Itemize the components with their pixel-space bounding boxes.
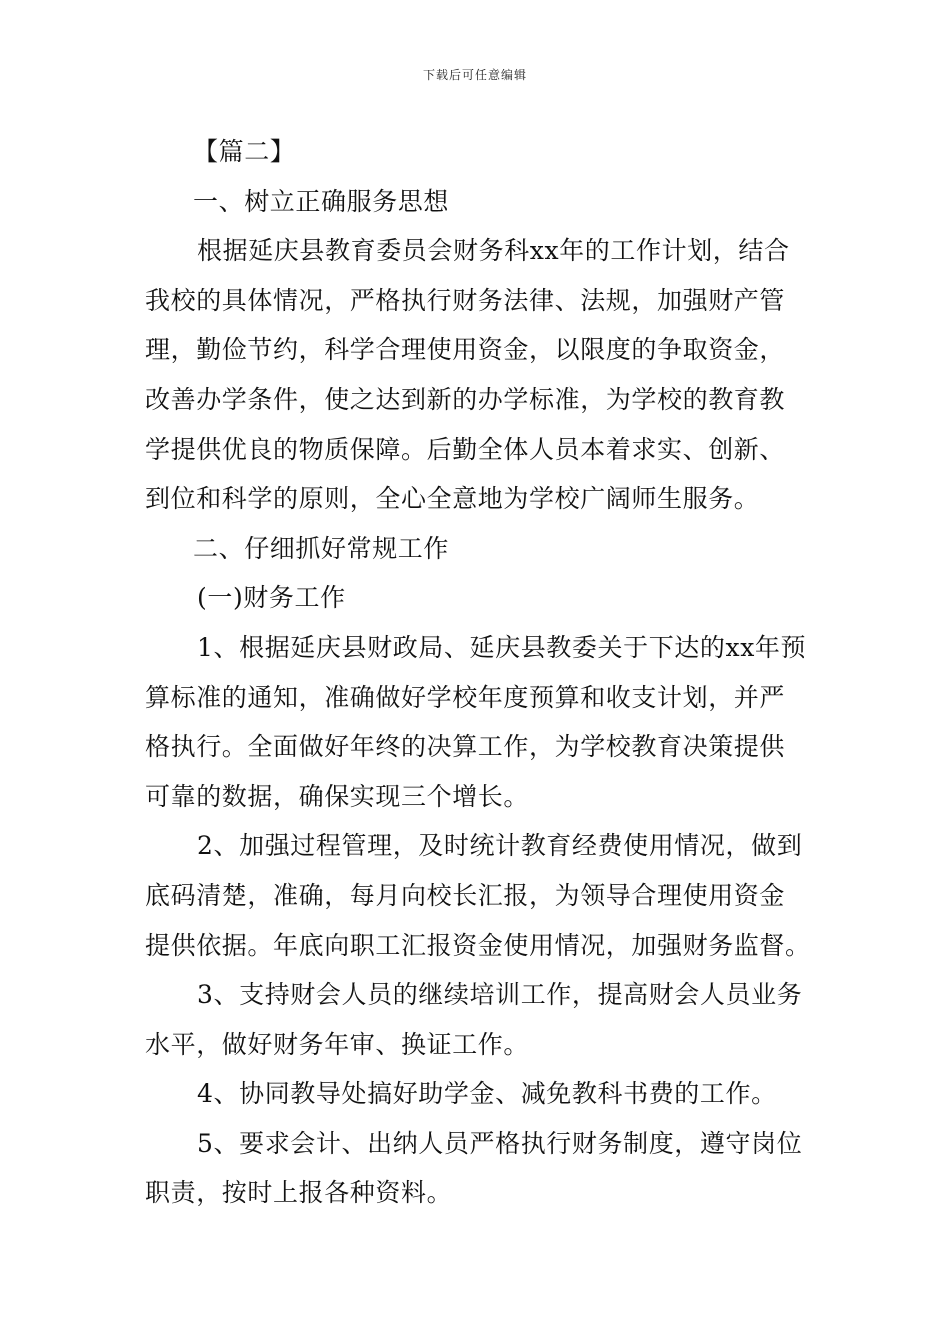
page-header-note: 下载后可任意编辑 [422, 68, 527, 82]
list-item [145, 1069, 809, 1119]
list-item [145, 1119, 809, 1218]
intro-line: 理，勤俭节约，科学合理使用资金，以限度的争取资金， [145, 335, 786, 365]
intro-line: 到位和科学的原则，全心全意地为学校广阔师生服务。 [145, 484, 760, 514]
list-item [145, 623, 809, 821]
list-item [145, 970, 809, 1069]
item-line: 底码清楚，准确，每月向校长汇报，为领导合理使用资金 [145, 880, 786, 910]
intro-line: 学提供优良的物质保障。后勤全体人员本着求实、创新、 [145, 434, 786, 464]
item-line: 提供依据。年底向职工汇报资金使用情况，加强财务监督。 [145, 930, 811, 960]
subheading-finance [145, 573, 809, 623]
item-line: 5、要求会计、出纳人员严格执行财务制度，遵守岗位 [197, 1128, 803, 1158]
item-line: 职责，按时上报各种资料。 [145, 1178, 453, 1208]
section-title-text: 【篇二】 [193, 137, 296, 166]
subheading-finance-text: (一)财务工作 [197, 583, 346, 613]
intro-line: 改善办学条件，使之达到新的办学标准，为学校的教育教 [145, 384, 786, 414]
item-line: 水平，做好财务年审、换证工作。 [145, 1029, 530, 1059]
heading-one [145, 177, 809, 227]
item-line: 3、支持财会人员的继续培训工作，提高财会人员业务 [197, 980, 803, 1010]
intro-line: 根据延庆县教育委员会财务科xx年的工作计划，结合 [197, 236, 790, 266]
section-title [145, 127, 809, 177]
item-line: 格执行。全面做好年终的决算工作，为学校教育决策提供 [145, 732, 786, 762]
item-line: 2、加强过程管理，及时统计教育经费使用情况，做到 [197, 831, 803, 861]
item-line: 算标准的通知，准确做好学校年度预算和收支计划，并严 [145, 682, 786, 712]
item-line: 1、根据延庆县财政局、延庆县教委关于下达的xx年预 [197, 632, 807, 662]
heading-one-text: 一、树立正确服务思想 [193, 186, 450, 216]
intro-paragraph [145, 226, 809, 524]
item-line: 可靠的数据，确保实现三个增长。 [145, 781, 530, 811]
heading-two-text: 二、仔细抓好常规工作 [193, 533, 450, 563]
item-line: 4、协同教导处搞好助学金、减免教科书费的工作。 [197, 1079, 777, 1109]
list-item [145, 821, 809, 970]
heading-two [145, 524, 809, 574]
intro-line: 我校的具体情况，严格执行财务法律、法规，加强财产管 [145, 285, 786, 315]
document-body [145, 127, 809, 1218]
